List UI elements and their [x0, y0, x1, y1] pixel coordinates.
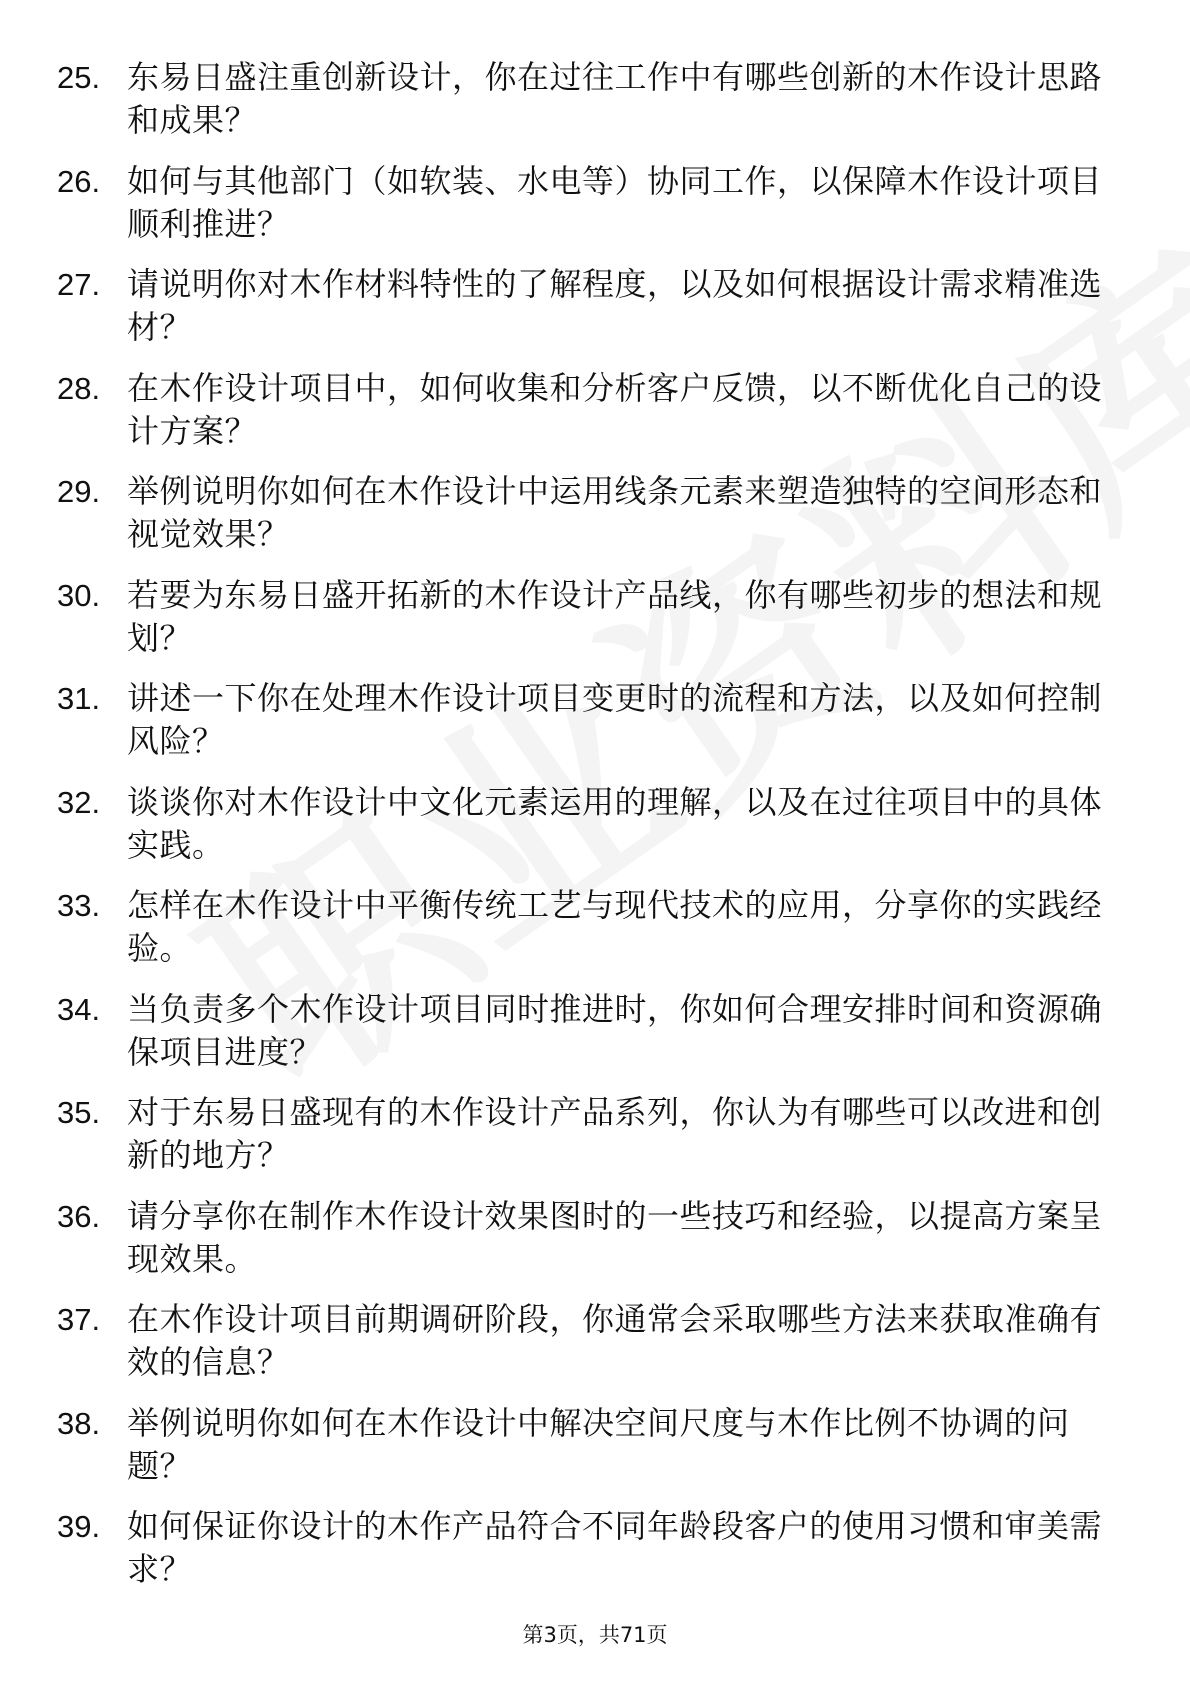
- question-text: 请说明你对木作材料特性的了解程度，以及如何根据设计需求精准选材？: [127, 265, 1103, 346]
- question-number: 30.: [57, 577, 101, 613]
- question-number: 27.: [57, 267, 101, 302]
- question-number: 29.: [57, 474, 101, 509]
- question-number: 39.: [57, 1509, 101, 1544]
- question-text: 请分享你在制作木作设计效果图时的一些技巧和经验，以提高方案呈现效果。: [127, 1196, 1103, 1278]
- question-item: [0, 984, 1190, 1088]
- page-footer: 第3页，共71页: [522, 1623, 668, 1647]
- question-number: 31.: [57, 681, 101, 716]
- question-item: [0, 466, 1190, 570]
- question-item: [0, 1087, 1190, 1191]
- question-item: [0, 777, 1190, 881]
- question-number: 25.: [57, 60, 101, 95]
- question-text: 东易日盛注重创新设计，你在过往工作中有哪些创新的木作设计思路和成果？: [127, 58, 1103, 139]
- question-text: 若要为东易日盛开拓新的木作设计产品线，你有哪些初步的想法和规划？: [127, 575, 1103, 657]
- question-text: 对于东易日盛现有的木作设计产品系列，你认为有哪些可以改进和创新的地方？: [127, 1093, 1103, 1174]
- question-text: 讲述一下你在处理木作设计项目变更时的流程和方法，以及如何控制风险？: [127, 679, 1103, 760]
- question-item: [0, 1191, 1190, 1295]
- question-item: [0, 52, 1190, 156]
- question-text: 举例说明你如何在木作设计中运用线条元素来塑造独特的空间形态和视觉效果？: [127, 472, 1103, 553]
- question-number: 37.: [57, 1302, 101, 1337]
- question-item: [0, 363, 1190, 467]
- question-text: 怎样在木作设计中平衡传统工艺与现代技术的应用，分享你的实践经验。: [127, 886, 1103, 967]
- question-number: 35.: [57, 1095, 101, 1130]
- question-item: [0, 1398, 1190, 1502]
- question-number: 38.: [57, 1405, 101, 1441]
- question-number: 33.: [57, 888, 101, 923]
- question-number: 26.: [57, 163, 101, 199]
- question-text: 举例说明你如何在木作设计中解决空间尺度与木作比例不协调的问题？: [127, 1403, 1070, 1485]
- question-item: [0, 880, 1190, 984]
- question-item: [0, 1501, 1190, 1605]
- question-item: [0, 570, 1190, 674]
- question-number: 32.: [57, 784, 101, 820]
- question-item: [0, 259, 1190, 363]
- question-number: 28.: [57, 370, 101, 406]
- question-text: 在木作设计项目中，如何收集和分析客户反馈，以不断优化自己的设计方案？: [127, 368, 1103, 450]
- question-item: [0, 1294, 1190, 1398]
- question-text: 当负责多个木作设计项目同时推进时，你如何合理安排时间和资源确保项目进度？: [127, 989, 1103, 1071]
- question-item: [0, 673, 1190, 777]
- question-list: [0, 52, 1190, 1605]
- question-number: 34.: [57, 991, 101, 1027]
- question-text: 谈谈你对木作设计中文化元素运用的理解，以及在过往项目中的具体实践。: [127, 782, 1103, 864]
- question-text: 如何与其他部门（如软装、水电等）协同工作，以保障木作设计项目顺利推进？: [127, 161, 1103, 243]
- question-number: 36.: [57, 1198, 101, 1234]
- question-text: 如何保证你设计的木作产品符合不同年龄段客户的使用习惯和审美需求？: [127, 1507, 1103, 1588]
- question-text: 在木作设计项目前期调研阶段，你通常会采取哪些方法来获取准确有效的信息？: [127, 1300, 1103, 1381]
- question-item: [0, 156, 1190, 260]
